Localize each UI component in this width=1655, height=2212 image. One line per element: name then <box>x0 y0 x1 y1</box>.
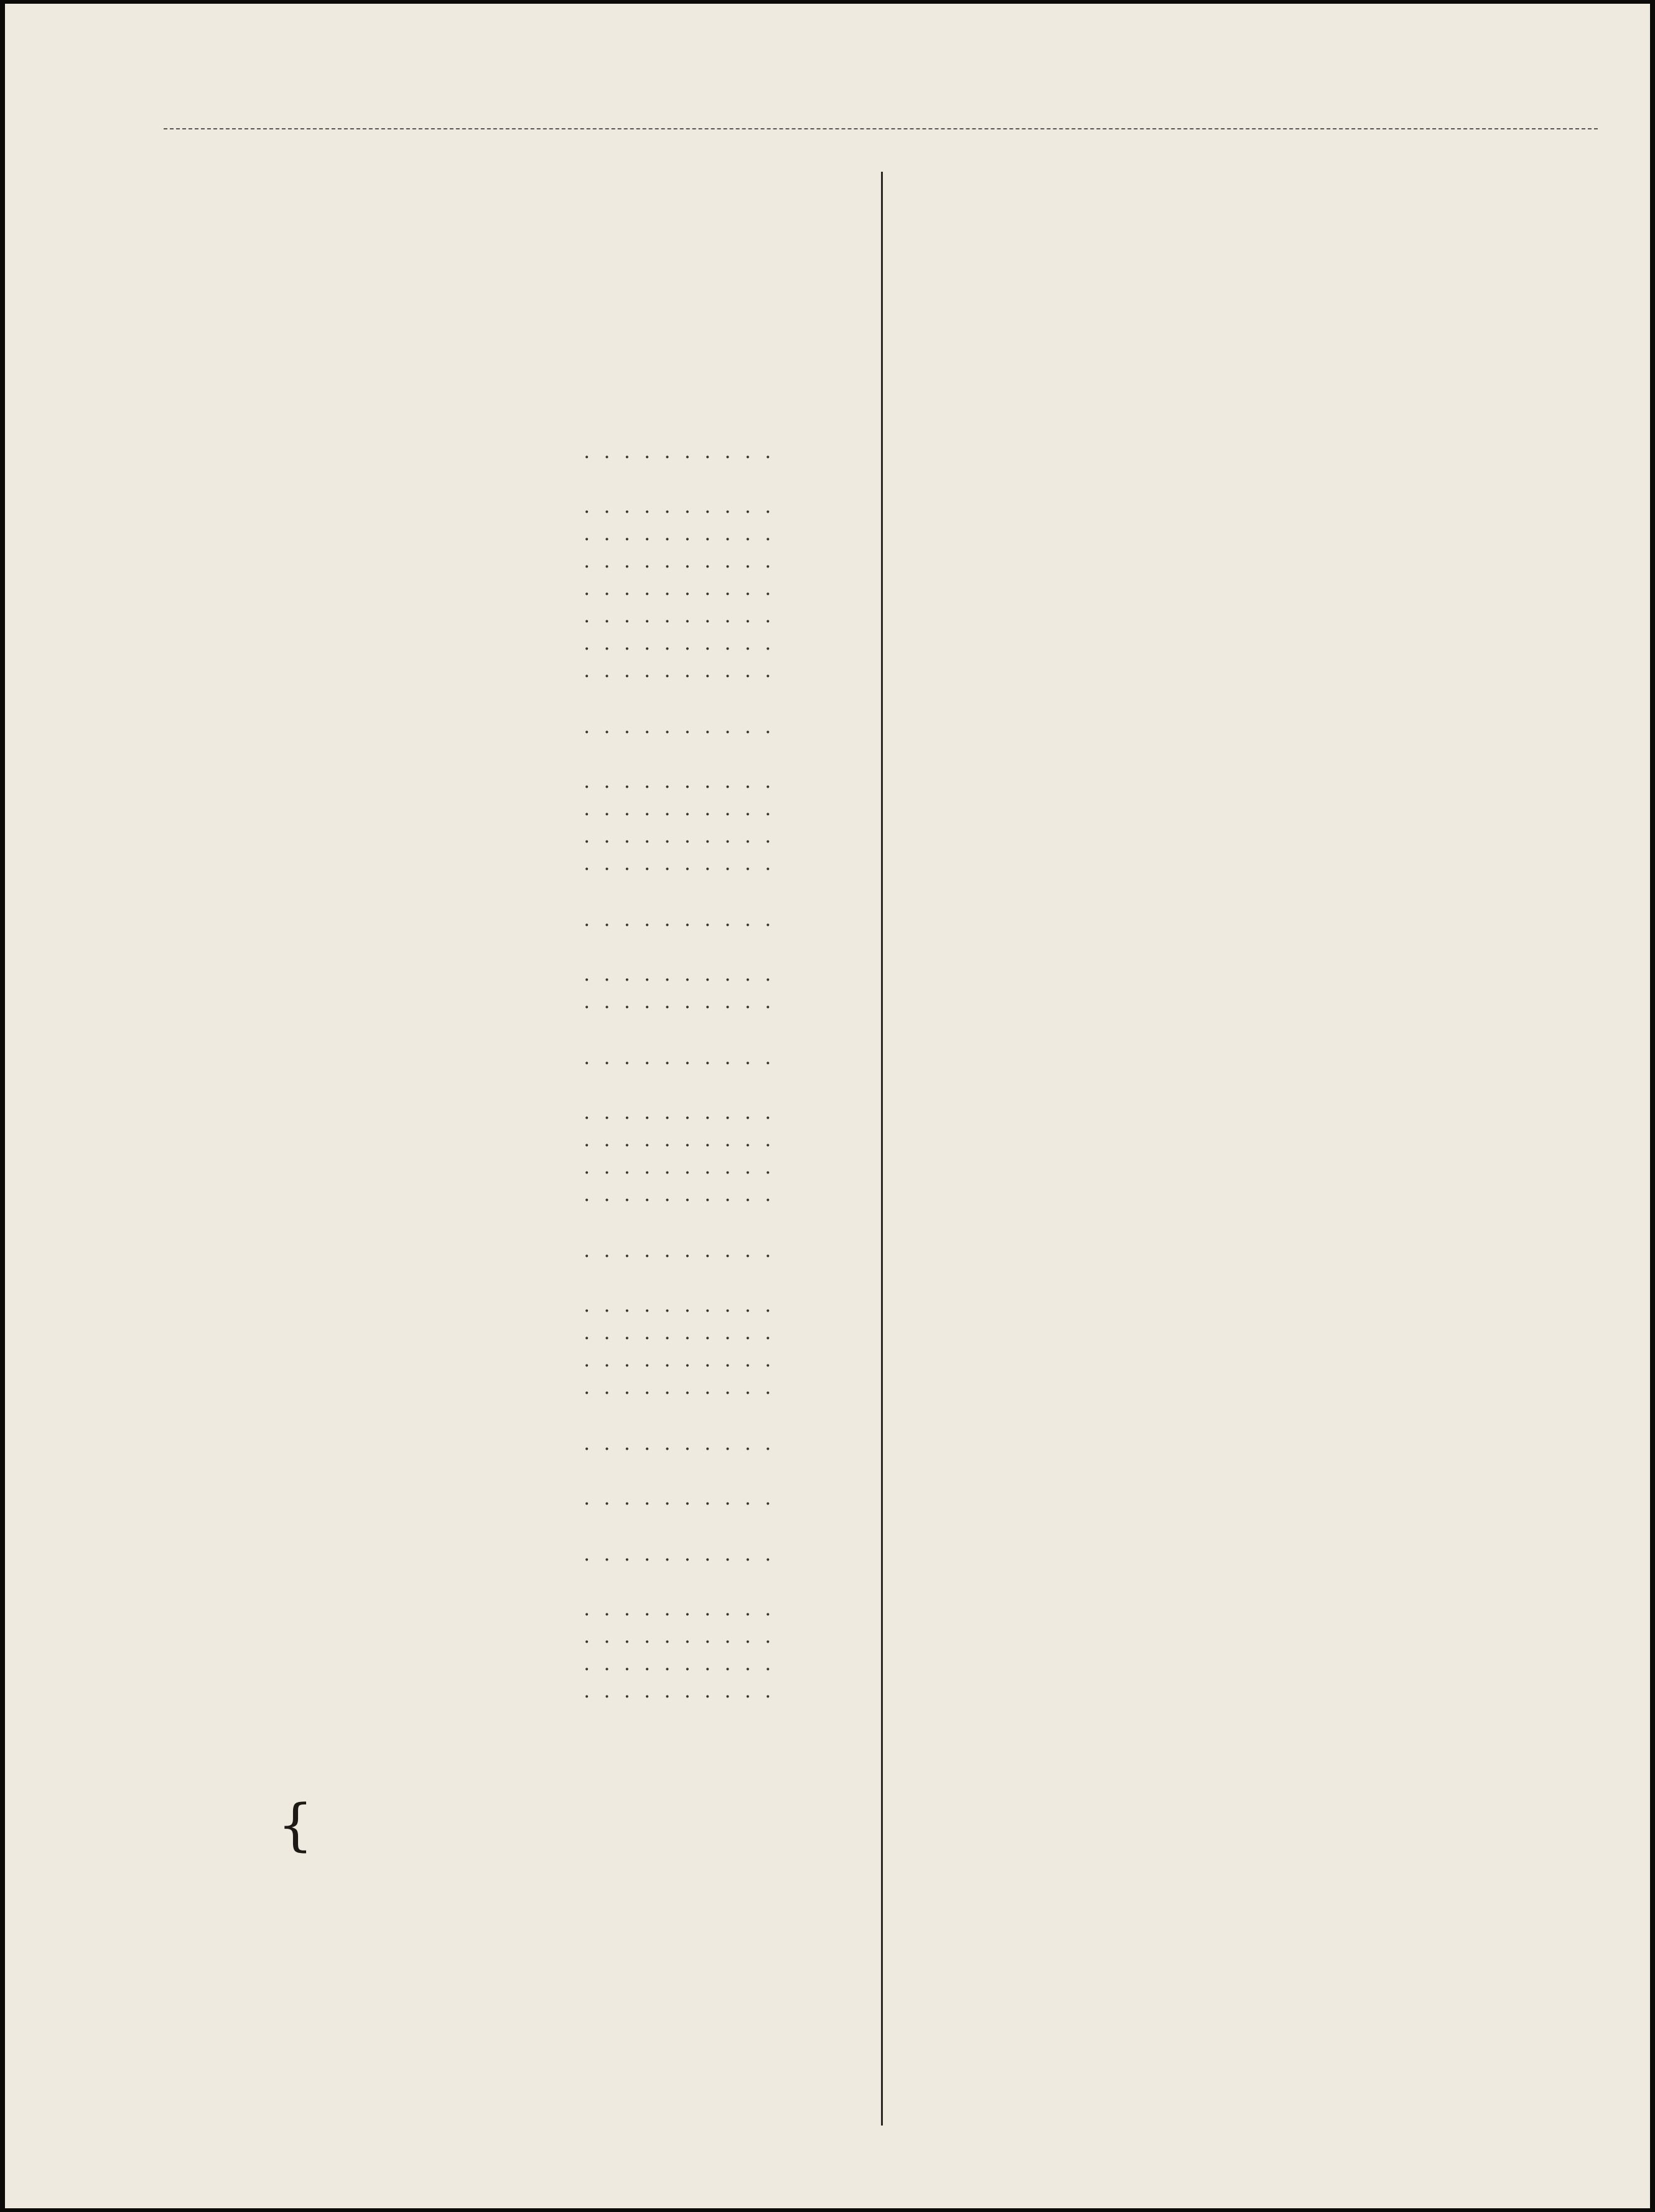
dot-leader: . . . . . . . . . . <box>584 1348 775 1371</box>
dot-leader: . . . . . . . . . . <box>584 1431 775 1455</box>
header-rule <box>164 128 1598 129</box>
dot-leader: . . . . . . . . . . <box>584 576 775 600</box>
dot-leader: . . . . . . . . . . <box>584 1045 775 1069</box>
dot-leader: . . . . . . . . . . <box>584 989 775 1013</box>
column-rule <box>881 172 883 2126</box>
dot-leader: . . . . . . . . . . <box>584 1542 775 1566</box>
dot-leader: . . . . . . . . . . <box>584 439 775 463</box>
dot-leader: . . . . . . . . . . <box>584 907 775 931</box>
dot-leader: . . . . . . . . . . <box>584 631 775 655</box>
dot-leader: . . . . . . . . . . <box>584 521 775 545</box>
dot-leader: . . . . . . . . . . <box>584 714 775 738</box>
dot-leader: . . . . . . . . . . <box>584 824 775 847</box>
dot-leader: . . . . . . . . . . <box>584 658 775 682</box>
dot-leader: . . . . . . . . . . <box>584 1597 775 1620</box>
dot-leader: . . . . . . . . . . <box>584 494 775 518</box>
dot-leader: . . . . . . . . . . <box>584 1651 775 1675</box>
dot-leader: . . . . . . . . . . <box>584 1127 775 1151</box>
dot-leader: . . . . . . . . . . <box>584 1624 775 1648</box>
dot-leader: . . . . . . . . . . <box>584 851 775 875</box>
dot-leader: . . . . . . . . . . <box>584 1375 775 1399</box>
dot-leader: . . . . . . . . . . <box>584 1100 775 1124</box>
price-brace: { <box>277 1793 314 1858</box>
dot-leader: . . . . . . . . . . <box>584 962 775 986</box>
dot-leader: . . . . . . . . . . <box>584 549 775 572</box>
dot-leader: . . . . . . . . . . <box>584 769 775 793</box>
dot-leader: . . . . . . . . . . <box>584 1486 775 1510</box>
dot-leader: . . . . . . . . . . <box>584 796 775 820</box>
dot-leader: . . . . . . . . . . <box>584 604 775 627</box>
dot-leader: . . . . . . . . . . <box>584 1182 775 1206</box>
newspaper-page <box>5 4 1650 2208</box>
dot-leader: . . . . . . . . . . <box>584 1238 775 1262</box>
dot-leader: . . . . . . . . . . <box>584 1155 775 1178</box>
dot-leader: . . . . . . . . . . <box>584 1679 775 1702</box>
dot-leader: . . . . . . . . . . <box>584 1320 775 1344</box>
dot-leader: . . . . . . . . . . <box>584 1293 775 1317</box>
